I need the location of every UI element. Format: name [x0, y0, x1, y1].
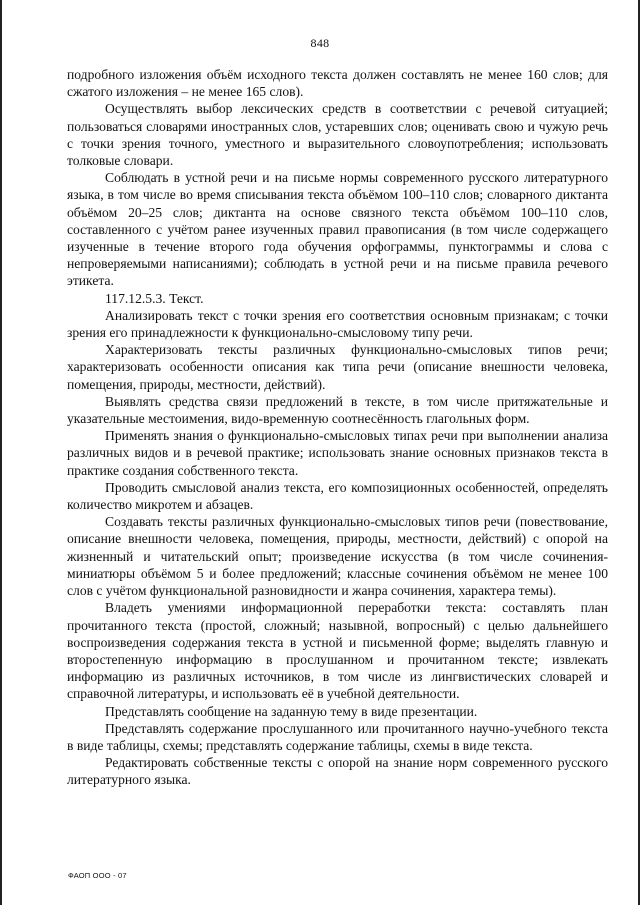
paragraph: Представлять сообщение на заданную тему в виде презентации.	[105, 703, 478, 719]
paragraph: Редактировать собственные тексты с опорой на знание норм современного русского литературного языка.	[67, 755, 608, 788]
paragraph: Выявлять средства связи предложений в тексте, в том числе притяжательные и указательные местоимения, видо-временную соотнесённость глагольных форм.	[67, 393, 608, 427]
paragraph: Анализировать текст с точки зрения его соответствия основным признакам; с точки зрения его принадлежности к функционально-смысловому типу речи.	[67, 307, 608, 341]
section-heading: 117.12.5.3. Текст.	[105, 290, 204, 306]
paragraph: Проводить смысловой анализ текста, его композиционных особенностей, определять количество микротем и абзацев.	[67, 479, 608, 513]
paragraph: Владеть умениями информационной переработки текста: составлять план прочитанного текста (простой, сложный; назывной, вопросный) с целью дальнейшего воспроизведения содержания текста в устной и письменной форме; выделять главную и второстепенную информацию в прослушанном и прочитанном тексте; извлекать информацию из различных источников, в том числе из лингвистических словарей и справочной литературы, и использовать её в учебной деятельности.	[67, 600, 608, 702]
paragraph: Создавать тексты различных функционально-смысловых типов речи (повествование, описание внешности человека, помещения, природы, местности, действий) с опорой на жизненный и читательский опыт; произведение искусства (в том числе сочинения-миниатюры объёмом 5 и более предложений; классные сочинения объёмом не менее 100 слов с учётом функциональной разновидности и жанра сочинения, характера темы).	[67, 514, 608, 599]
paragraph: подробного изложения объём исходного текста должен составлять не менее 160 слов; для сжатого изложения – не менее 165 слов).	[67, 67, 608, 100]
paragraph: Представлять содержание прослушанного или прочитанного научно-учебного текста в виде таблицы, схемы; представлять содержание таблицы, схемы в виде текста.	[67, 720, 608, 753]
paragraph: Характеризовать тексты различных функционально-смысловых типов речи; характеризовать особенности описания как типа речи (описание внешности человека, помещения, природы, местности, действий).	[67, 342, 608, 392]
paragraph: Соблюдать в устной речи и на письме нормы современного русского литературного языка, в том числе во время списывания текста объёмом 100–110 слов; словарного диктанта объёмом 20–25 слов; диктанта на основе связного текста объёмом 100–110 слов, составленного с учётом ранее изученных правил правописания (в том числе содержащего изученные в течение второго года обучения орфограммы, пунктограммы и слова с непроверяемыми написаниями); соблюдать в устной речи и на письме правила речевого этикета.	[67, 170, 608, 289]
document-footer-code: ФАОП ООО - 07	[68, 871, 127, 880]
paragraph: Осуществлять выбор лексических средств в соответствии с речевой ситуацией; пользоваться словарями иностранных слов, устаревших слов; оценивать свою и чужую речь с точки зрения точного, уместного и выразительного словоупотребления; использовать толковые словари.	[67, 101, 608, 169]
page-number: 848	[310, 36, 330, 50]
document-body	[67, 66, 608, 789]
paragraph: Применять знания о функционально-смысловых типах речи при выполнении анализа различных видов и в речевой практике; использовать знание основных признаков текста в практике создания собственного текста.	[67, 428, 608, 478]
